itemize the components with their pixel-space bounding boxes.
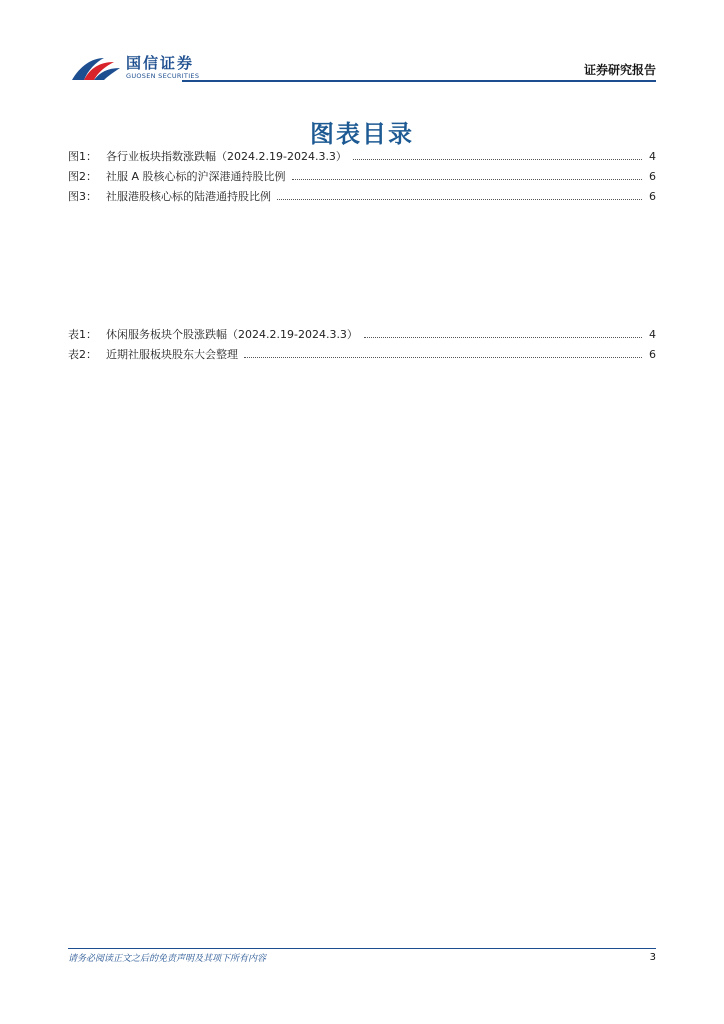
footer-disclaimer: 请务必阅读正文之后的免责声明及其项下所有内容 bbox=[68, 954, 267, 964]
toc-leader-dots bbox=[292, 178, 642, 180]
table-list bbox=[68, 326, 656, 366]
toc-entry-page: 4 bbox=[649, 328, 656, 341]
toc-leader-dots bbox=[364, 336, 642, 338]
toc-entry-title: 近期社服板块股东大会整理 bbox=[106, 348, 238, 361]
footer-divider bbox=[68, 948, 656, 949]
toc-entry-number: 图3： bbox=[68, 190, 97, 203]
guosen-logo-mark-icon bbox=[70, 52, 122, 84]
toc-entry-title: 社服 A 股核心标的沪深港通持股比例 bbox=[106, 170, 286, 183]
toc-entry-page: 6 bbox=[649, 348, 656, 361]
toc-entry-title: 休闲服务板块个股涨跌幅（2024.2.19-2024.3.3） bbox=[106, 328, 358, 341]
header-divider bbox=[182, 80, 656, 82]
toc-leader-dots bbox=[353, 158, 642, 160]
toc-entry-page: 4 bbox=[649, 150, 656, 163]
toc-entry-number: 表2： bbox=[68, 348, 97, 361]
toc-entry-page: 6 bbox=[649, 190, 656, 203]
logo-chinese-name: 国信证券 bbox=[126, 54, 195, 72]
page-number: 3 bbox=[649, 952, 656, 963]
toc-entry-page: 6 bbox=[649, 170, 656, 183]
toc-entry-table-1[interactable] bbox=[68, 326, 656, 346]
toc-entry-figure-3[interactable] bbox=[68, 188, 656, 208]
report-type-label: 证券研究报告 bbox=[583, 63, 656, 77]
logo-english-name: GUOSEN SECURITIES bbox=[126, 72, 200, 80]
toc-entry-number: 图1： bbox=[68, 150, 97, 163]
page-header bbox=[0, 0, 724, 90]
figure-list bbox=[68, 148, 656, 208]
toc-entry-table-2[interactable] bbox=[68, 346, 656, 366]
toc-entry-figure-1[interactable] bbox=[68, 148, 656, 168]
toc-entry-figure-2[interactable] bbox=[68, 168, 656, 188]
toc-leader-dots bbox=[277, 198, 642, 200]
toc-entry-title: 各行业板块指数涨跌幅（2024.2.19-2024.3.3） bbox=[106, 150, 347, 163]
toc-entry-title: 社服港股核心标的陆港通持股比例 bbox=[106, 190, 271, 203]
toc-leader-dots bbox=[244, 356, 642, 358]
toc-entry-number: 图2： bbox=[68, 170, 97, 183]
toc-entry-number: 表1： bbox=[68, 328, 97, 341]
toc-title: 图表目录 bbox=[310, 120, 414, 148]
